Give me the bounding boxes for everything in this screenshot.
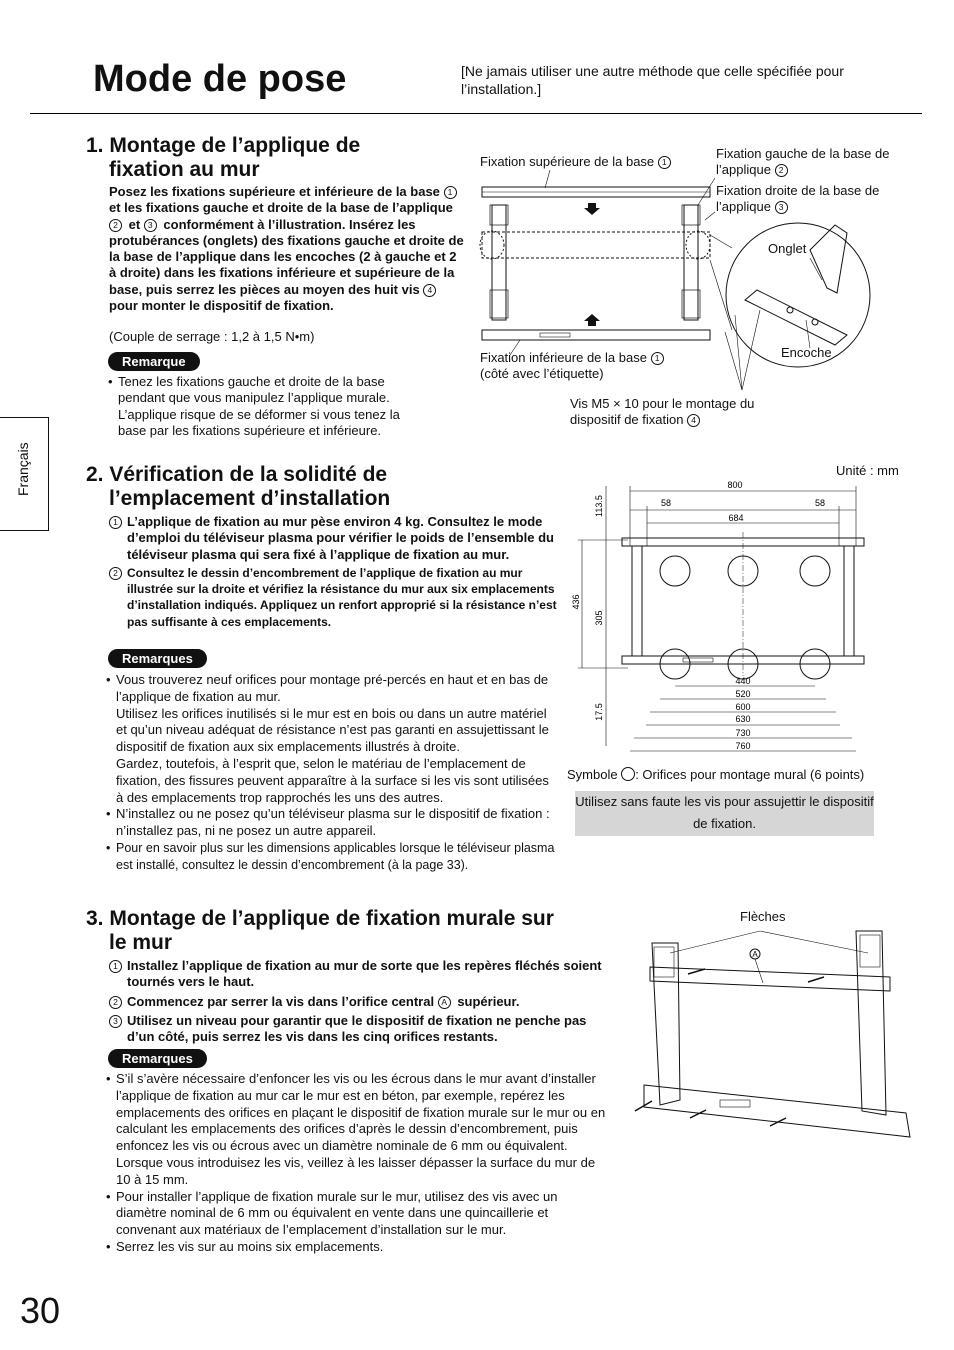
step-item <box>109 994 614 1010</box>
step-text: Installez l’applique de fixation au mur de sorte que les repères fléchés soient tournés vers le haut. <box>127 958 602 990</box>
torque-note: (Couple de serrage : 1,2 à 1,5 N•m) <box>109 329 315 344</box>
remarks-badge <box>108 649 207 668</box>
dim-436: 436 <box>571 594 581 610</box>
step-text: L’applique de fixation au mur pèse environ 4 kg. Consultez le mode d’emploi du téléviseur plasma pour vérifier le poids de l’ensemble du téléviseur plasma qui sera fixé à l’applique de fixation au mur. <box>127 514 554 562</box>
body-text: Posez les fixations supérieure et inférieure de la base <box>109 184 444 199</box>
dim-113-5: 113.5 <box>594 495 604 517</box>
arrow-down-icon <box>584 203 600 215</box>
body-text: et les fixations gauche et droite de la base de l’applique <box>109 200 453 216</box>
label-onglet: Onglet <box>768 241 807 256</box>
language-tab-label: Français <box>15 442 31 496</box>
circled-number: 3 <box>109 1015 122 1028</box>
dim-520: 520 <box>735 689 751 699</box>
label-a: A <box>752 950 758 959</box>
circled-number: 4 <box>687 414 700 427</box>
screw-icon <box>808 977 824 982</box>
left-bracket <box>492 205 506 320</box>
language-tab <box>0 417 49 531</box>
circled-number: 1 <box>651 352 664 365</box>
wall-mount-perspective-diagram <box>630 925 915 1145</box>
remarks-badge-label: Remarques <box>108 1049 207 1068</box>
step-text: supérieur. <box>453 993 520 1009</box>
dim-600: 600 <box>735 702 751 712</box>
section1-remarks <box>108 374 458 439</box>
label-left-bracket-text: Fixation gauche de la base de l’applique <box>716 146 890 178</box>
symbol-note-text: : Orifices pour montage mural (6 points) <box>635 767 865 782</box>
section2-remarks <box>106 672 556 874</box>
label-right-bracket-text: Fixation droite de la base de l’applique <box>716 183 880 215</box>
label-arrows: Flèches <box>740 909 786 924</box>
step-item <box>109 514 559 563</box>
section3-heading-line2: le mur <box>109 931 173 954</box>
dim-17-5: 17.5 <box>594 703 604 721</box>
section2-steps <box>109 514 559 630</box>
dim-440: 440 <box>735 676 751 686</box>
label-bottom-base-note: (côté avec l’étiquette) <box>480 366 604 382</box>
label-screws <box>570 396 754 429</box>
mount-hole-circle <box>800 556 830 586</box>
dim-58-right: 58 <box>814 498 826 508</box>
body-text: conformément à l’illustration. Insérez les protubérances (onglets) des fixations gauche et droite de la base de l’applique dans les encoches (2 à gauche et 2 à droite) dans les fixations inférieure et supérieure de la base, puis serrez les pièces au moyen des huit vis <box>109 216 464 297</box>
remark-item: • Vous trouverez neuf orifices pour montage pré-percés en haut et en bas de l’applique de fixation au mur. Utilisez les orifices inutilisés si le mur est en bois ou dans un autre matériel et qu’un niveau adéquat de résistance n’est pas garanti en assujettissant le dispositif de fixation aux six emplacements illustrés à droite. Gardez, toutefois, à l’esprit que, selon le matériau de l’emplacement de fixation, des fissures peuvent apparaître à la surface si les vis sont utilisées à des emplacements trop rapprochés les uns des autres. <box>106 672 556 806</box>
section3-remarks <box>106 1071 611 1256</box>
circled-number: 3 <box>775 201 788 214</box>
dim-800: 800 <box>727 480 743 490</box>
label-screws-text2: dispositif de fixation <box>570 412 684 428</box>
remarks-badge <box>108 1049 207 1068</box>
remark-item: • Tenez les fixations gauche et droite de la base pendant que vous manipulez l’applique murale. L’applique risque de se déformer si vous tenez la base par les fixations supérieure et inférieure. <box>108 374 458 439</box>
step-item <box>109 958 614 991</box>
step-text: Utilisez un niveau pour garantir que le dispositif de fixation ne penche pas d’un côté, puis serrez les vis dans les cinq orifices restants. <box>127 1012 587 1045</box>
section2-heading <box>86 463 390 511</box>
section1-heading-line1: 1. Montage de l’applique de <box>86 134 361 157</box>
dim-305: 305 <box>594 610 604 626</box>
section3-heading-line1: 3. Montage de l’applique de fixation murale sur <box>86 907 554 930</box>
label-encoche: Encoche <box>781 345 832 360</box>
section3-steps <box>109 958 614 1045</box>
label-top-base-text: Fixation supérieure de la base <box>480 154 655 169</box>
circle-symbol-icon <box>621 767 635 781</box>
label-screws-text: Vis M5 × 10 pour le montage du <box>570 396 755 411</box>
label-right-bracket <box>716 183 906 216</box>
body-text: et <box>125 216 144 232</box>
dim-630: 630 <box>735 714 751 724</box>
remark-badge-label: Remarque <box>108 352 200 371</box>
right-bracket <box>844 546 854 656</box>
dimension-drawing <box>568 476 868 758</box>
step-item <box>109 1013 614 1046</box>
circled-number: 2 <box>775 164 788 177</box>
dim-684: 684 <box>728 513 744 523</box>
warning-callout: Utilisez sans faute les vis pour assujettir le dispositif de fixation. <box>575 791 874 836</box>
header-note: [Ne jamais utiliser une autre méthode que celle spécifiée pour l’installation.] <box>461 63 844 97</box>
body-text: pour monter le dispositif de fixation. <box>109 298 334 314</box>
step-item <box>109 565 559 630</box>
screw-icon <box>770 1118 786 1126</box>
label-left-bracket <box>716 146 901 179</box>
header-rule <box>30 113 922 114</box>
section3-heading <box>86 907 554 955</box>
remarks-badge-label: Remarques <box>108 649 207 668</box>
symbol-note <box>567 767 864 783</box>
remark-item: • Serrez les vis sur au moins six emplacements. <box>106 1239 611 1256</box>
label-top-base <box>480 154 674 170</box>
dim-58-left: 58 <box>660 498 672 508</box>
circled-number: 1 <box>444 186 457 199</box>
unit-label: Unité : mm <box>836 463 899 478</box>
label-bottom-base <box>480 350 667 383</box>
remark-item: • Pour en savoir plus sur les dimensions applicables lorsque le téléviseur plasma est installé, consultez le dessin d’encombrement (à la page 33). <box>106 840 556 874</box>
circled-number: 1 <box>109 516 122 529</box>
dim-730: 730 <box>735 728 751 738</box>
section1-heading <box>86 134 360 182</box>
mount-hole-circle <box>660 556 690 586</box>
circled-letter: A <box>438 996 451 1009</box>
section1-heading-line2: fixation au mur <box>109 158 260 181</box>
circled-number: 4 <box>423 284 436 297</box>
page-number: 30 <box>20 1290 61 1331</box>
circled-number: 3 <box>144 219 157 232</box>
page-title: Mode de pose <box>93 58 347 100</box>
circled-number: 1 <box>109 960 122 973</box>
remark-item: • Pour installer l’applique de fixation murale sur le mur, utilisez des vis avec un diamètre nominal de 6 mm ou équivalent en vente dans une quincaillerie et convenant aux matériaux de l’emplacement d’installation sur le mur. <box>106 1189 611 1239</box>
bottom-base-bar <box>482 330 710 340</box>
step-text: Commencez par serrer la vis dans l’orifice central <box>127 993 438 1009</box>
right-bracket <box>856 931 886 1115</box>
circled-number: 1 <box>658 156 671 169</box>
arrow-up-icon <box>584 314 600 326</box>
section2-heading-line1: 2. Vérification de la solidité de <box>86 463 388 486</box>
dim-760: 760 <box>735 741 751 751</box>
remark-badge <box>108 352 200 371</box>
circled-number: 2 <box>109 219 122 232</box>
circled-number: 2 <box>109 567 122 580</box>
label-bottom-base-text: Fixation inférieure de la base <box>480 350 647 365</box>
step-text: Consultez le dessin d’encombrement de l’applique de fixation au mur illustrée sur la droite et vérifiez la résistance du mur aux six emplacements d’installation indiqués. Appliquez un renfort approprié si la résistance n’est pas suffisante à ces emplacements. <box>127 565 557 629</box>
screw-icon <box>688 969 705 974</box>
section2-heading-line2: l’emplacement d’installation <box>109 487 391 510</box>
remark-item: • S’il s’avère nécessaire d’enfoncer les vis ou les écrous dans le mur avant d’installer l’applique de fixation au mur car le mur est en béton, par exemple, repérez les emplacements des orifices en plaçant le dispositif de fixation murale sur le mur ou en calculant les emplacements des orifices d’après le dessin d’encombrement, puis enfoncez les vis ou écrous avec un diamètre nominale de 6 mm ou équivalent. Lorsque vous introduisez les vis, veillez à les laisser dépasser la surface du mur de 10 à 15 mm. <box>106 1071 611 1189</box>
symbol-note-label: Symbole <box>567 767 618 782</box>
top-base-bar <box>650 967 890 991</box>
left-bracket <box>632 546 642 656</box>
remark-item: • N’installez ou ne posez qu’un téléviseur plasma sur le dispositif de fixation : n’installez pas, ni ne posez un autre appareil. <box>106 806 556 840</box>
section1-body <box>109 184 464 314</box>
label-sticker <box>540 333 570 337</box>
bottom-base-bar <box>644 1085 910 1137</box>
circled-number: 2 <box>109 996 122 1009</box>
right-bracket <box>684 205 698 320</box>
